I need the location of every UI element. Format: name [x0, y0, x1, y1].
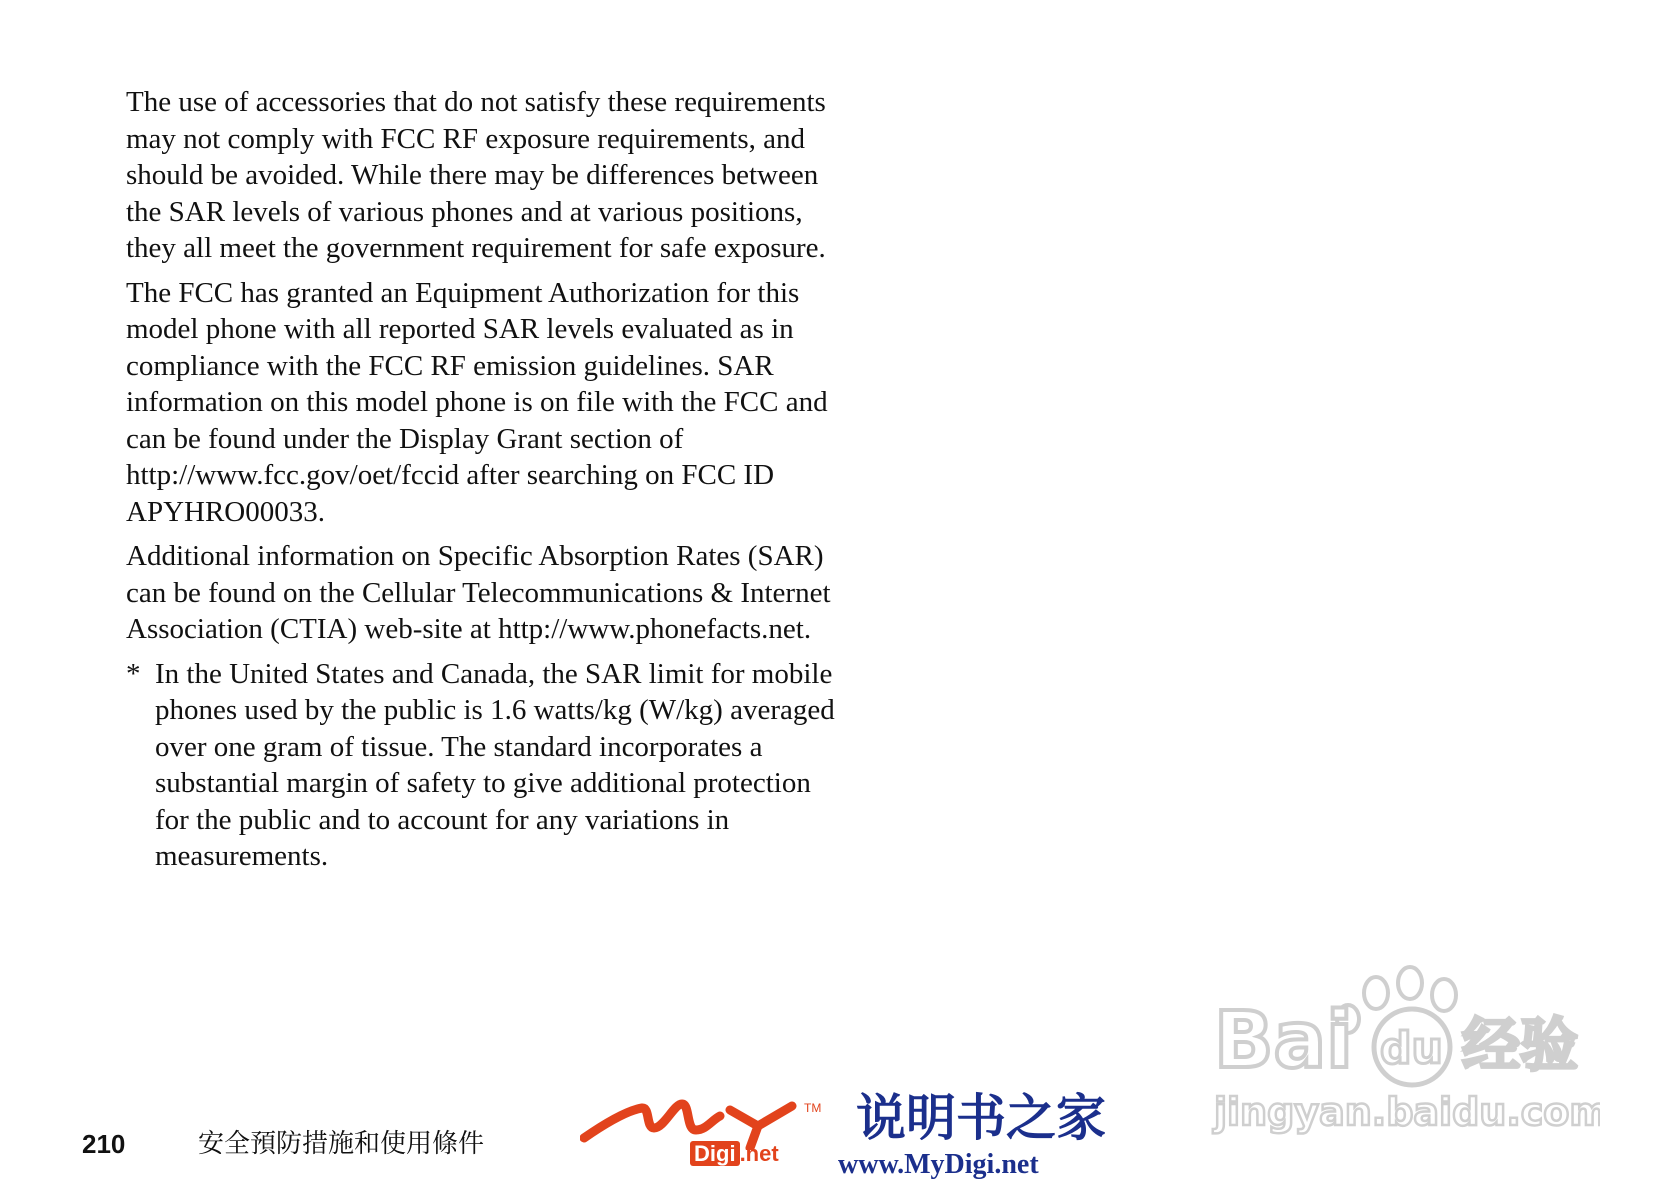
page-number: 210 [82, 1129, 126, 1159]
svg-text:Bai: Bai [1214, 996, 1353, 1086]
digi-net-badge [690, 1142, 779, 1166]
footnote [126, 656, 846, 875]
paragraph-fcc-authorization: The FCC has granted an Equipment Authorization for this model phone with all reported SAR levels evaluated as in compliance with the FCC RF emission guidelines. SAR information on this model phone is on file with the FCC and can be found under the Display Grant section of http://www.fcc.gov/oet/fccid after searching on FCC ID APYHRO00033. [126, 276, 828, 528]
baidu-watermark [1200, 955, 1600, 1145]
svg-text:TM: TM [804, 1101, 822, 1115]
mydigi-logo [580, 1090, 1120, 1185]
mydigi-chinese-name: 说明书之家 [856, 1089, 1106, 1147]
svg-text:jingyan.baidu.com: jingyan.baidu.com [1214, 1090, 1600, 1134]
svg-text:du: du [1380, 1023, 1443, 1074]
section-title: 安全預防措施和使用條件 [198, 1129, 485, 1159]
paw-print-icon [1200, 955, 1600, 1145]
paragraph-accessories: The use of accessories that do not satisfy these requirements may not comply with FCC RF exposure requirements, and should be avoided. While there may be differences between the SAR levels of various phones and at various positions, they all meet the government requirement for safe exposure. [126, 86, 826, 264]
page-body [126, 84, 846, 875]
mydigi-url: www.MyDigi.net [838, 1149, 1039, 1180]
footnote-marker: * [126, 657, 141, 690]
paragraph-additional-info: Additional information on Specific Absorption Rates (SAR) can be found on the Cellular Telecommunications & Internet Association (CTIA) web-site at http://www.phonefacts.net. [126, 540, 831, 645]
svg-text:经验: 经验 [1462, 1011, 1579, 1079]
digi-badge-suffix: .net [739, 1141, 779, 1166]
footnote-text: In the United States and Canada, the SAR limit for mobile phones used by the public is 1.6 watts/kg (W/kg) averaged over one gram of tissue. The standard incorporates a substantial margin of safety to give additional protection for the public and to account for any variations in measurements. [155, 657, 835, 872]
digi-badge-box: Digi [690, 1141, 740, 1166]
